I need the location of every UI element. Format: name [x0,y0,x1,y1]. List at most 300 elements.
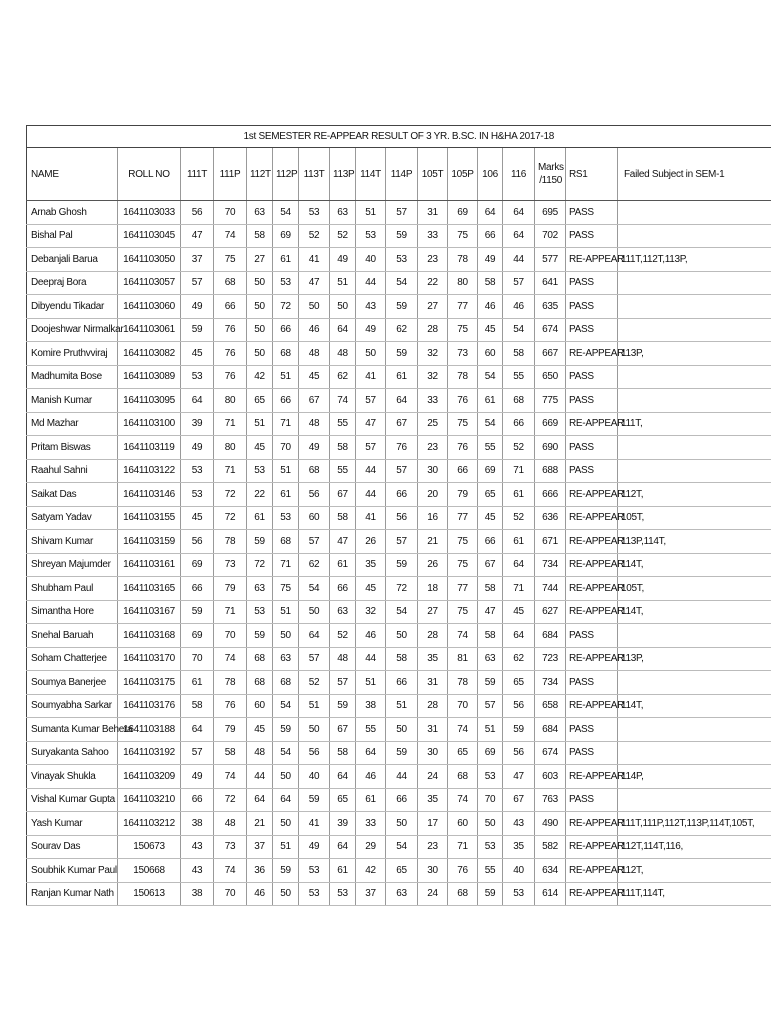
subject-score: 42 [356,859,386,883]
failed-subjects [618,436,771,460]
student-name: Raahul Sahni [27,459,118,483]
subject-score: 69 [273,224,299,248]
subject-score: 68 [273,671,299,695]
student-name: Snehal Baruah [27,624,118,648]
subject-score: 47 [299,271,330,295]
subject-score: 71 [273,553,299,577]
subject-score: 64 [273,788,299,812]
subject-score: 66 [448,459,478,483]
roll-number: 1641103060 [118,295,181,319]
student-name: Md Mazhar [27,412,118,436]
subject-score: 51 [273,365,299,389]
subject-score: 66 [330,577,356,601]
total-marks: 671 [535,530,566,554]
table-row [27,295,771,319]
student-name: Yash Kumar [27,812,118,836]
subject-score: 74 [214,765,247,789]
subject-score: 57 [386,530,418,554]
roll-number: 1641103050 [118,248,181,272]
subject-score: 35 [503,835,535,859]
student-name: Simantha Hore [27,600,118,624]
subject-score: 53 [247,600,273,624]
subject-score: 64 [503,224,535,248]
subject-score: 29 [356,835,386,859]
subject-score: 64 [503,201,535,225]
subject-score: 76 [214,365,247,389]
subject-score: 71 [273,412,299,436]
total-marks: 650 [535,365,566,389]
subject-score: 72 [214,483,247,507]
subject-score: 73 [448,342,478,366]
subject-score: 27 [418,600,448,624]
subject-score: 76 [448,859,478,883]
failed-subjects [618,365,771,389]
header-subject: 113T [299,148,330,201]
subject-score: 31 [418,718,448,742]
subject-score: 58 [181,694,214,718]
roll-number: 1641103155 [118,506,181,530]
subject-score: 73 [214,835,247,859]
subject-score: 41 [299,248,330,272]
subject-score: 58 [330,436,356,460]
subject-score: 48 [214,812,247,836]
subject-score: 52 [503,506,535,530]
subject-score: 23 [418,248,448,272]
table-row [27,248,771,272]
subject-score: 45 [478,318,503,342]
subject-score: 50 [273,765,299,789]
total-marks: 744 [535,577,566,601]
subject-score: 59 [273,718,299,742]
subject-score: 48 [247,741,273,765]
student-name: Pritam Biswas [27,436,118,460]
student-name: Suryakanta Sahoo [27,741,118,765]
result-status: PASS [566,295,618,319]
roll-number: 1641103168 [118,624,181,648]
subject-score: 23 [418,436,448,460]
failed-subjects: 112T, [618,483,771,507]
subject-score: 59 [181,318,214,342]
subject-score: 80 [448,271,478,295]
roll-number: 1641103045 [118,224,181,248]
subject-score: 53 [386,248,418,272]
subject-score: 28 [418,624,448,648]
subject-score: 72 [214,506,247,530]
subject-score: 53 [478,835,503,859]
subject-score: 76 [214,342,247,366]
subject-score: 50 [386,624,418,648]
result-status: RE-APPEAR [566,577,618,601]
total-marks: 635 [535,295,566,319]
header-subject: 111P [214,148,247,201]
subject-score: 66 [503,412,535,436]
subject-score: 47 [356,412,386,436]
header-subject: 112P [273,148,299,201]
subject-score: 74 [214,647,247,671]
subject-score: 66 [386,788,418,812]
subject-score: 24 [418,882,448,906]
subject-score: 27 [247,248,273,272]
subject-score: 43 [181,859,214,883]
failed-subjects: 114T, [618,600,771,624]
header-roll: ROLL NO [118,148,181,201]
subject-score: 51 [273,600,299,624]
subject-score: 66 [386,483,418,507]
subject-score: 56 [386,506,418,530]
student-name: Debanjali Barua [27,248,118,272]
subject-score: 38 [181,882,214,906]
subject-score: 40 [503,859,535,883]
result-status: RE-APPEAR [566,600,618,624]
subject-score: 46 [247,882,273,906]
subject-score: 52 [330,224,356,248]
roll-number: 1641103122 [118,459,181,483]
failed-subjects [618,718,771,742]
roll-number: 1641103119 [118,436,181,460]
subject-score: 41 [356,506,386,530]
student-name: Soumyabha Sarkar [27,694,118,718]
sheet-title: 1st SEMESTER RE-APPEAR RESULT OF 3 YR. B.SC. IN H&HA 2017-18 [27,126,771,148]
student-name: Arnab Ghosh [27,201,118,225]
table-row [27,389,771,413]
subject-score: 61 [273,248,299,272]
subject-score: 69 [478,741,503,765]
subject-score: 71 [214,600,247,624]
total-marks: 582 [535,835,566,859]
subject-score: 53 [273,506,299,530]
subject-score: 51 [386,694,418,718]
subject-score: 24 [418,765,448,789]
roll-number: 1641103095 [118,389,181,413]
subject-score: 55 [330,459,356,483]
subject-score: 68 [448,882,478,906]
student-name: Vinayak Shukla [27,765,118,789]
student-name: Soham Chatterjee [27,647,118,671]
subject-score: 77 [448,577,478,601]
subject-score: 57 [356,436,386,460]
subject-score: 70 [448,694,478,718]
subject-score: 47 [503,765,535,789]
failed-subjects [618,201,771,225]
total-marks: 702 [535,224,566,248]
subject-score: 53 [478,765,503,789]
result-status: RE-APPEAR [566,530,618,554]
table-row [27,342,771,366]
subject-score: 44 [356,483,386,507]
subject-score: 22 [418,271,448,295]
subject-score: 64 [330,318,356,342]
table-row [27,577,771,601]
result-status: RE-APPEAR [566,506,618,530]
subject-score: 70 [214,624,247,648]
roll-number: 1641103209 [118,765,181,789]
subject-score: 68 [214,271,247,295]
total-marks: 634 [535,859,566,883]
subject-score: 32 [418,342,448,366]
subject-score: 45 [181,506,214,530]
roll-number: 1641103061 [118,318,181,342]
subject-score: 57 [299,530,330,554]
student-name: Shubham Paul [27,577,118,601]
subject-score: 67 [330,718,356,742]
subject-score: 49 [330,248,356,272]
student-name: Sumanta Kumar Behera [27,718,118,742]
result-status: PASS [566,318,618,342]
subject-score: 49 [299,835,330,859]
subject-score: 78 [214,530,247,554]
table-row [27,600,771,624]
subject-score: 74 [214,859,247,883]
subject-score: 75 [448,553,478,577]
subject-score: 65 [503,671,535,695]
subject-score: 44 [503,248,535,272]
subject-score: 64 [330,765,356,789]
subject-score: 44 [247,765,273,789]
subject-score: 66 [273,389,299,413]
student-name: Bishal Pal [27,224,118,248]
subject-score: 76 [214,694,247,718]
subject-score: 73 [214,553,247,577]
table-row [27,765,771,789]
subject-score: 51 [273,835,299,859]
table-row [27,718,771,742]
student-name: Shivam Kumar [27,530,118,554]
roll-number: 1641103175 [118,671,181,695]
failed-subjects: 111T,112T,113P, [618,248,771,272]
failed-subjects [618,624,771,648]
subject-score: 51 [299,694,330,718]
failed-subjects: 114T, [618,553,771,577]
subject-score: 16 [418,506,448,530]
roll-number: 1641103176 [118,694,181,718]
result-status: RE-APPEAR [566,859,618,883]
subject-score: 61 [503,483,535,507]
subject-score: 28 [418,694,448,718]
failed-subjects: 114T, [618,694,771,718]
subject-score: 45 [503,600,535,624]
subject-score: 44 [356,647,386,671]
subject-score: 49 [478,248,503,272]
result-status: RE-APPEAR [566,694,618,718]
subject-score: 60 [478,342,503,366]
subject-score: 55 [356,718,386,742]
subject-score: 32 [418,365,448,389]
subject-score: 67 [386,412,418,436]
subject-score: 58 [386,647,418,671]
subject-score: 56 [181,530,214,554]
subject-score: 57 [330,671,356,695]
subject-score: 74 [448,624,478,648]
subject-score: 26 [418,553,448,577]
subject-score: 59 [330,694,356,718]
subject-score: 43 [181,835,214,859]
table-row [27,788,771,812]
table-row [27,647,771,671]
subject-score: 60 [247,694,273,718]
subject-score: 74 [448,788,478,812]
roll-number: 1641103159 [118,530,181,554]
subject-score: 64 [478,201,503,225]
subject-score: 50 [299,718,330,742]
subject-score: 66 [386,671,418,695]
subject-score: 43 [503,812,535,836]
subject-score: 49 [181,436,214,460]
subject-score: 61 [181,671,214,695]
subject-score: 53 [273,271,299,295]
table-row [27,812,771,836]
result-status: RE-APPEAR [566,765,618,789]
total-marks: 667 [535,342,566,366]
subject-score: 61 [273,483,299,507]
subject-score: 51 [478,718,503,742]
subject-score: 75 [214,248,247,272]
roll-number: 1641103100 [118,412,181,436]
total-marks: 684 [535,718,566,742]
subject-score: 54 [386,600,418,624]
subject-score: 61 [386,365,418,389]
total-marks: 614 [535,882,566,906]
subject-score: 48 [330,647,356,671]
subject-score: 71 [503,459,535,483]
subject-score: 72 [273,295,299,319]
subject-score: 70 [478,788,503,812]
failed-subjects: 105T, [618,577,771,601]
result-status: PASS [566,436,618,460]
subject-score: 66 [214,295,247,319]
subject-score: 68 [503,389,535,413]
subject-score: 75 [448,600,478,624]
header-failed: Failed Subject in SEM-1 [618,148,771,201]
subject-score: 30 [418,859,448,883]
student-name: Dibyendu Tikadar [27,295,118,319]
header-subject: 105P [448,148,478,201]
subject-score: 32 [356,600,386,624]
subject-score: 18 [418,577,448,601]
roll-number: 150613 [118,882,181,906]
header-subject: 113P [330,148,356,201]
subject-score: 53 [330,882,356,906]
subject-score: 61 [356,788,386,812]
result-status: RE-APPEAR [566,248,618,272]
result-status: RE-APPEAR [566,812,618,836]
total-marks: 658 [535,694,566,718]
failed-subjects: 113P,114T, [618,530,771,554]
subject-score: 45 [299,365,330,389]
table-row [27,694,771,718]
result-status: PASS [566,459,618,483]
failed-subjects [618,318,771,342]
failed-subjects: 111T, [618,412,771,436]
student-name: Madhumita Bose [27,365,118,389]
subject-score: 53 [181,483,214,507]
subject-score: 54 [478,365,503,389]
subject-score: 76 [386,436,418,460]
roll-number: 1641103082 [118,342,181,366]
subject-score: 48 [299,342,330,366]
subject-score: 64 [503,624,535,648]
subject-score: 23 [418,835,448,859]
subject-score: 45 [181,342,214,366]
subject-score: 59 [386,553,418,577]
header-subject: 114P [386,148,418,201]
total-marks: 723 [535,647,566,671]
result-status: PASS [566,365,618,389]
failed-subjects [618,295,771,319]
subject-score: 55 [503,365,535,389]
subject-score: 46 [299,318,330,342]
subject-score: 39 [181,412,214,436]
subject-score: 67 [330,483,356,507]
subject-score: 74 [330,389,356,413]
subject-score: 57 [478,694,503,718]
subject-score: 50 [356,342,386,366]
failed-subjects [618,389,771,413]
subject-score: 50 [330,295,356,319]
student-name: Vishal Kumar Gupta [27,788,118,812]
subject-score: 62 [386,318,418,342]
result-status: RE-APPEAR [566,412,618,436]
subject-score: 53 [181,459,214,483]
total-marks: 490 [535,812,566,836]
table-row [27,882,771,906]
subject-score: 55 [478,436,503,460]
subject-score: 69 [181,624,214,648]
subject-score: 57 [356,389,386,413]
subject-score: 37 [181,248,214,272]
table-row [27,530,771,554]
subject-score: 35 [418,788,448,812]
subject-score: 54 [273,201,299,225]
subject-score: 59 [273,859,299,883]
subject-score: 76 [214,318,247,342]
subject-score: 59 [386,741,418,765]
result-status: RE-APPEAR [566,342,618,366]
subject-score: 44 [356,459,386,483]
subject-score: 59 [299,788,330,812]
subject-score: 64 [503,553,535,577]
subject-score: 70 [214,201,247,225]
subject-score: 77 [448,295,478,319]
subject-score: 51 [273,459,299,483]
table-row [27,506,771,530]
subject-score: 57 [181,741,214,765]
subject-score: 57 [299,647,330,671]
subject-score: 61 [330,859,356,883]
subject-score: 50 [478,812,503,836]
result-status: PASS [566,389,618,413]
subject-score: 58 [247,224,273,248]
subject-score: 46 [356,765,386,789]
table-row [27,224,771,248]
subject-score: 76 [448,436,478,460]
subject-score: 50 [247,295,273,319]
roll-number: 1641103188 [118,718,181,742]
subject-score: 45 [247,436,273,460]
total-marks: 763 [535,788,566,812]
roll-number: 1641103212 [118,812,181,836]
subject-score: 66 [273,318,299,342]
subject-score: 59 [386,224,418,248]
total-marks: 577 [535,248,566,272]
subject-score: 50 [247,271,273,295]
total-marks: 603 [535,765,566,789]
subject-score: 22 [247,483,273,507]
result-status: RE-APPEAR [566,647,618,671]
subject-score: 66 [181,577,214,601]
subject-score: 36 [247,859,273,883]
subject-score: 27 [418,295,448,319]
roll-number: 150668 [118,859,181,883]
